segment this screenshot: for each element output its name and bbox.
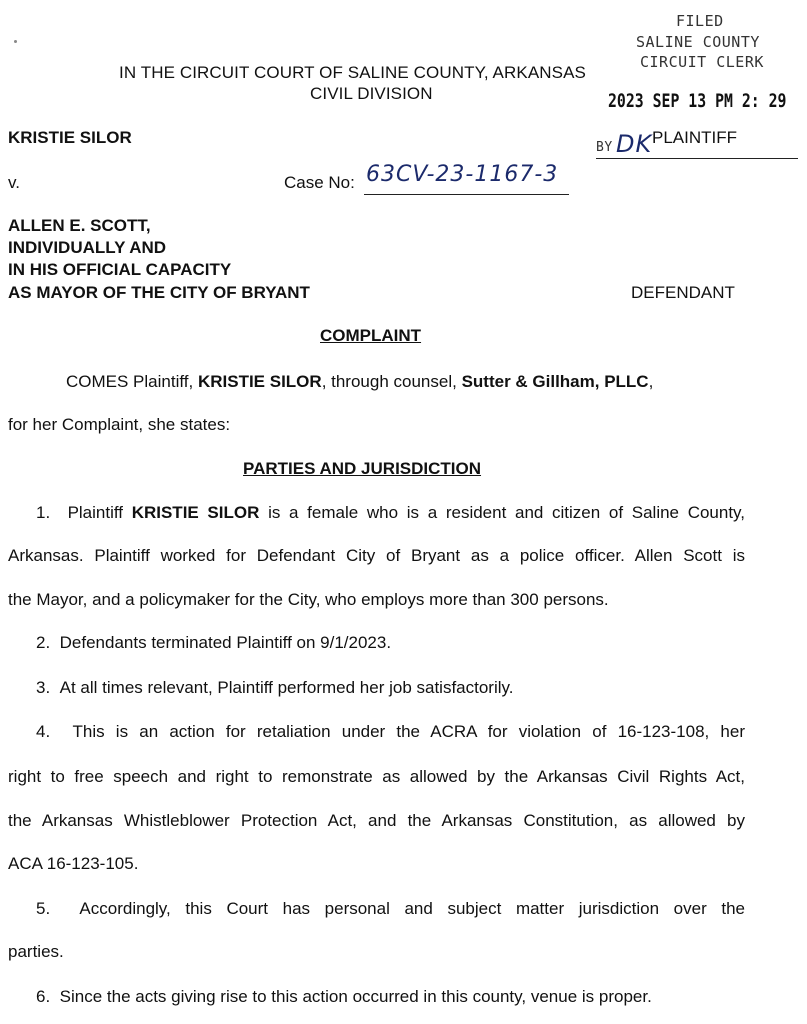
court-title: IN THE CIRCUIT COURT OF SALINE COUNTY, ARKANSAS (119, 63, 586, 82)
plaintiff-name: KRISTIE SILOR (8, 128, 132, 147)
stamp-signature-line (596, 158, 798, 159)
para-1-lead: Plaintiff (67, 503, 132, 522)
para-5-text: Accordingly, this Court has personal and subject matter jurisdiction over the (79, 899, 745, 918)
para-4-line-1 (36, 722, 745, 742)
section-heading: PARTIES AND JURISDICTION (243, 459, 482, 478)
intro-text-3: , (648, 372, 654, 391)
case-number-label: Case No: (284, 173, 355, 192)
intro-text-2: , through counsel, (321, 372, 462, 391)
para-4-text: This is an action for retaliation under the ACRA for violation of 16-123-108, her (72, 722, 745, 741)
court-division: CIVIL DIVISION (310, 84, 433, 103)
stamp-county: SALINE COUNTY (636, 33, 760, 51)
para-1-line-3: the Mayor, and a policymaker for the City, who employs more than 300 persons. (8, 590, 609, 609)
para-4-line-2: right to free speech and right to remonstrate as allowed by the Arkansas Civil Rights Act, (8, 767, 745, 786)
case-number: 63CV-23-1167-3 (366, 162, 559, 187)
para-1-line-2: Arkansas. Plaintiff worked for Defendant City of Bryant as a police officer. Allen Scott is (8, 546, 745, 565)
para-5-line-1 (36, 899, 745, 919)
stamp-filed: FILED (676, 12, 724, 30)
defendant-role: DEFENDANT (631, 283, 735, 302)
versus: v. (8, 173, 20, 192)
plaintiff-role: PLAINTIFF (652, 128, 738, 147)
scan-speck (14, 40, 17, 43)
intro-counsel: Sutter & Gillham, PLLC (461, 372, 649, 391)
document-title: COMPLAINT (320, 326, 422, 345)
para-5-number: 5. (36, 899, 51, 918)
intro-line-2: for her Complaint, she states: (8, 415, 231, 434)
para-1-line-1 (36, 503, 745, 523)
case-number-underline (364, 194, 569, 195)
para-6 (36, 987, 652, 1007)
para-1-number: 1. (36, 503, 51, 522)
defendant-line-2: INDIVIDUALLY AND (8, 238, 167, 257)
para-1-plaintiff: KRISTIE SILOR (131, 503, 260, 522)
para-1-text: is a female who is a resident and citizen of Saline County, (259, 503, 746, 522)
defendant-line-4: AS MAYOR OF THE CITY OF BRYANT (8, 283, 310, 302)
para-6-text: Since the acts giving rise to this action occurred in this county, venue is proper. (59, 987, 652, 1006)
intro-plaintiff: KRISTIE SILOR (197, 372, 322, 391)
stamp-clerk: CIRCUIT CLERK (640, 53, 764, 71)
stamp-by: BY (596, 140, 613, 155)
defendant-line-3: IN HIS OFFICIAL CAPACITY (8, 260, 232, 279)
para-2-text: Defendants terminated Plaintiff on 9/1/2023. (59, 633, 392, 652)
para-3-text: At all times relevant, Plaintiff performed her job satisfactorily. (59, 678, 514, 697)
defendant-line-1: ALLEN E. SCOTT, (8, 216, 151, 235)
para-6-number: 6. (36, 987, 51, 1006)
para-2 (36, 633, 391, 653)
stamp-datetime: 2023 SEP 13 PM 2: 29 (608, 90, 787, 112)
para-3-number: 3. (36, 678, 51, 697)
intro-text-1: COMES Plaintiff, (66, 372, 198, 391)
stamp-initials: DK (616, 130, 653, 158)
intro-line-1 (66, 372, 653, 392)
para-3 (36, 678, 513, 698)
para-2-number: 2. (36, 633, 51, 652)
para-4-number: 4. (36, 722, 51, 741)
para-4-line-4: ACA 16-123-105. (8, 854, 139, 873)
para-4-line-3: the Arkansas Whistleblower Protection Act, and the Arkansas Constitution, as allowed by (8, 811, 745, 830)
para-5-line-2: parties. (8, 942, 64, 961)
